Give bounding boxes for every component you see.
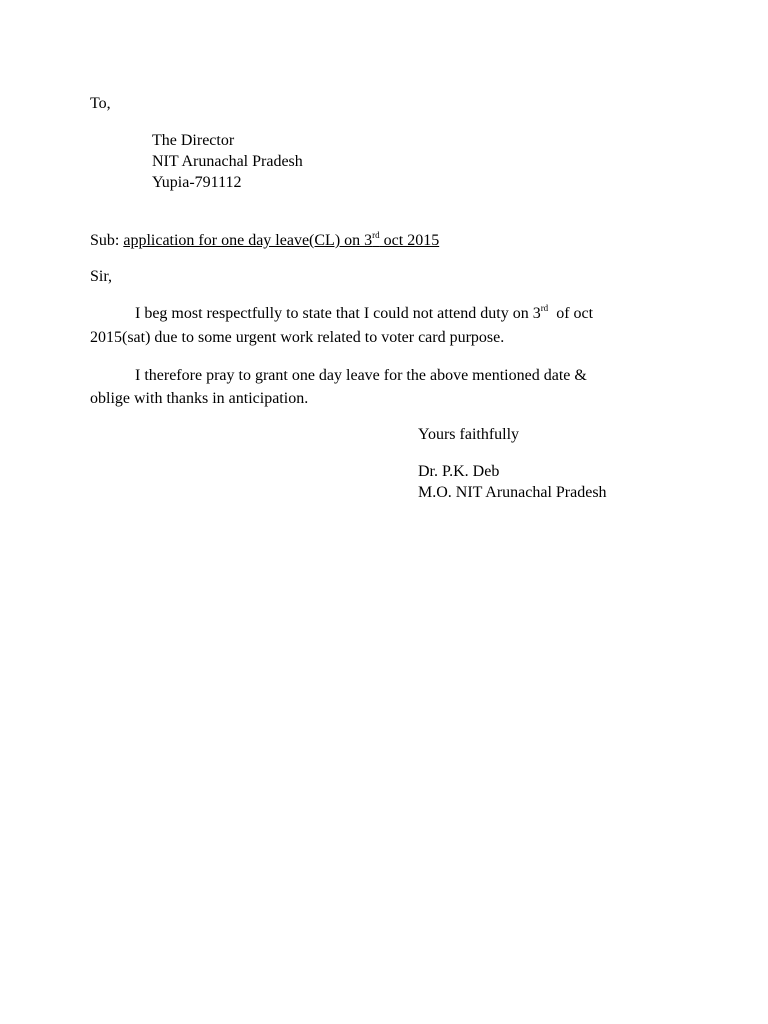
subject-prefix: Sub: bbox=[90, 232, 124, 249]
signature-name: Dr. P.K. Deb bbox=[418, 463, 500, 480]
paragraph-1-line-1 bbox=[135, 304, 593, 324]
salutation-to: To, bbox=[90, 95, 111, 112]
subject-ordinal-suffix: rd bbox=[372, 229, 380, 240]
paragraph-1-line-1-main: I beg most respectfully to state that I could not attend duty on 3 bbox=[135, 305, 541, 322]
closing: Yours faithfully bbox=[418, 426, 520, 443]
signature-designation: M.O. NIT Arunachal Pradesh bbox=[418, 484, 607, 501]
recipient-line-3: Yupia-791112 bbox=[152, 174, 242, 191]
paragraph-1-line-1-tail: of oct bbox=[548, 305, 594, 322]
recipient-line-1: The Director bbox=[152, 132, 235, 149]
subject-line bbox=[90, 231, 439, 251]
greeting: Sir, bbox=[90, 268, 113, 285]
recipient-line-2: NIT Arunachal Pradesh bbox=[152, 153, 303, 170]
paragraph-1-line-2: 2015(sat) due to some urgent work related to voter card purpose. bbox=[90, 329, 505, 346]
paragraph-2-line-1: I therefore pray to grant one day leave for the above mentioned date & bbox=[135, 367, 587, 384]
subject-text bbox=[123, 229, 440, 249]
paragraph-1-ordinal-suffix: rd bbox=[540, 302, 549, 313]
paragraph-2-line-2: oblige with thanks in anticipation. bbox=[90, 390, 309, 407]
subject-text-tail: oct 2015 bbox=[379, 232, 440, 249]
subject-text-main: application for one day leave(CL) on 3 bbox=[123, 232, 373, 249]
